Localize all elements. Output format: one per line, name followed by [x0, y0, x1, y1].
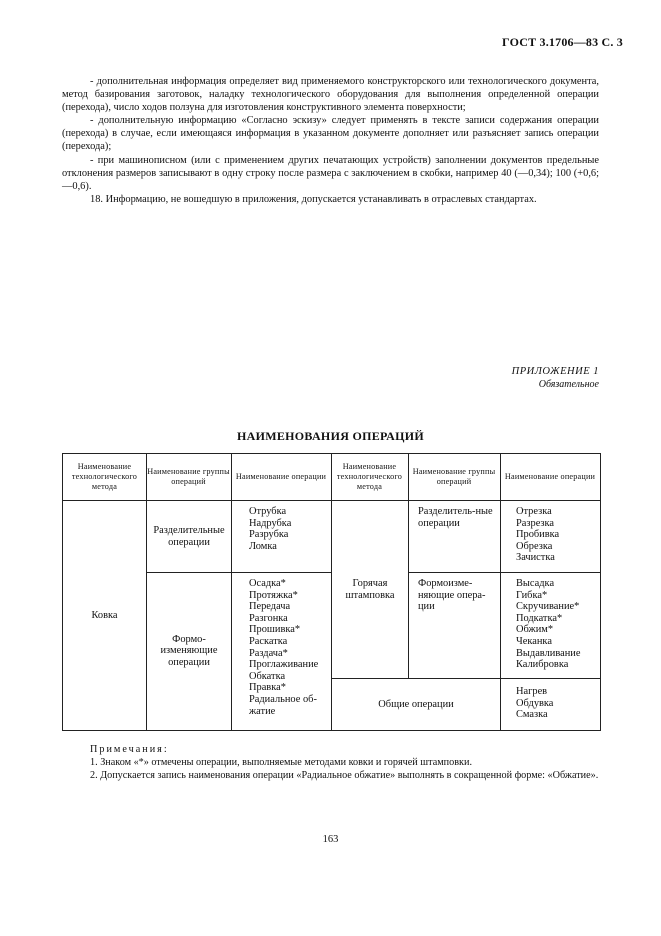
- operation-item: Надрубка: [249, 517, 292, 529]
- operation-item: Зачистка: [516, 552, 555, 564]
- paragraph: - дополнительная информация определяет вид применяемого конструкторского или технологического документа, метод базирования заготовок, наладку технологического оборудования для выполнения определенной операции (перехода), число ходов ползуна для изготовления конструктивного элемента поверхности;: [62, 76, 599, 114]
- operation-item: Калибровка: [516, 659, 569, 671]
- operation-item: Обкатка: [249, 670, 286, 682]
- operation-item: Ломка: [249, 540, 277, 552]
- appendix-title: ПРИЛОЖЕНИЕ 1: [511, 366, 599, 377]
- group-common: Общие операции: [378, 698, 454, 710]
- operation-item: Скручивание*: [516, 601, 580, 613]
- operation-item: Гибка*: [516, 589, 548, 601]
- notes: [62, 743, 599, 782]
- operation-item: Обдувка: [516, 697, 554, 709]
- operation-item: Разгонка: [249, 612, 288, 624]
- operation-item: Раздача*: [249, 647, 288, 659]
- appendix-label: [512, 366, 599, 391]
- operation-item: Обрезка: [516, 540, 553, 552]
- page-header: ГОСТ 3.1706—83 С. 3: [502, 35, 623, 49]
- operation-item: Разрезка: [516, 517, 555, 529]
- paragraph: 18. Информацию, не вошедшую в приложения, допускается устанавливать в отраслевых стандартах.: [90, 193, 537, 205]
- operation-item: Отрубка: [249, 506, 287, 517]
- operation-item: Передача: [249, 601, 291, 613]
- notes-heading: Примечания:: [90, 744, 169, 755]
- page-number: 163: [322, 834, 339, 845]
- group-shaping: Формоизме-няющие опера-ции: [418, 578, 486, 613]
- paragraph: - при машинописном (или с применением других печатающих устройств) заполнении документов предельные отклонения размеров записывают в одну строку после размера с заключением в скобки, например 40 (—0,34); 100 (+0,6; —0,6).: [62, 154, 599, 192]
- table-row-divider: [408, 572, 600, 573]
- paragraph: - дополнительную информацию «Согласно эскизу» следует применять в тексте записи содержания операции (перехода) в случае, если имеющаяся информация в указанном документе дополняет или разъясняет запись операции (перехода);: [62, 115, 599, 153]
- body-text: [62, 75, 599, 206]
- operations-list: [516, 506, 600, 564]
- group-shaping: Формо-изменяющие операции: [160, 633, 218, 668]
- operation-item: Смазка: [516, 709, 548, 721]
- operations-list: [249, 578, 331, 717]
- operations-list: [516, 686, 600, 721]
- operations-list: [516, 578, 600, 671]
- table-header-cell: Наименование группы операций: [412, 467, 496, 486]
- operation-item: Чеканка: [516, 635, 552, 647]
- operation-item: Нагрев: [516, 686, 548, 697]
- table-header-cell: Наименование операции: [235, 472, 327, 481]
- note-item: 2. Допускается запись наименования операции «Радиальное обжатие» выполнять в сокращенной форме: «Обжатие».: [90, 770, 599, 781]
- table-header-cell: Наименование технологического метода: [336, 462, 403, 491]
- table-header-cell: Наименование технологического метода: [71, 462, 138, 491]
- table-header-cell: Наименование операции: [504, 472, 596, 481]
- operation-item: Прошивка*: [249, 624, 301, 636]
- operation-item: Отрезка: [516, 506, 552, 517]
- operation-item: Проглаживание: [249, 659, 319, 671]
- operation-item: Протяжка*: [249, 589, 298, 601]
- note-item: 1. Знаком «*» отмечены операции, выполняемые методами ковки и горячей штамповки.: [90, 757, 472, 768]
- group-separating: Разделительные операции: [153, 524, 225, 548]
- operation-item: Осадка*: [249, 578, 286, 589]
- operation-item: Высадка: [516, 578, 555, 589]
- operation-item: Раскатка: [249, 635, 288, 647]
- operation-item: Радиальное об-жатие: [249, 693, 317, 717]
- operation-item: Подкатка*: [516, 612, 563, 624]
- group-separating: Разделитель-ные операции: [418, 506, 493, 529]
- operation-item: Разрубка: [249, 529, 289, 541]
- method-forging: Ковка: [91, 609, 118, 621]
- table-title: НАИМЕНОВАНИЯ ОПЕРАЦИЙ: [236, 429, 424, 443]
- operation-item: Пробивка: [516, 529, 560, 541]
- operation-item: Выдавливание: [516, 647, 581, 659]
- appendix-status: Обязательное: [538, 378, 599, 390]
- table-header-cell: Наименование группы операций: [147, 467, 230, 486]
- operations-table: [62, 453, 601, 731]
- method-hot-stamping: Горячая штамповка: [345, 577, 395, 601]
- operation-item: Обжим*: [516, 624, 554, 636]
- operations-list: [249, 506, 331, 552]
- operation-item: Правка*: [249, 682, 286, 694]
